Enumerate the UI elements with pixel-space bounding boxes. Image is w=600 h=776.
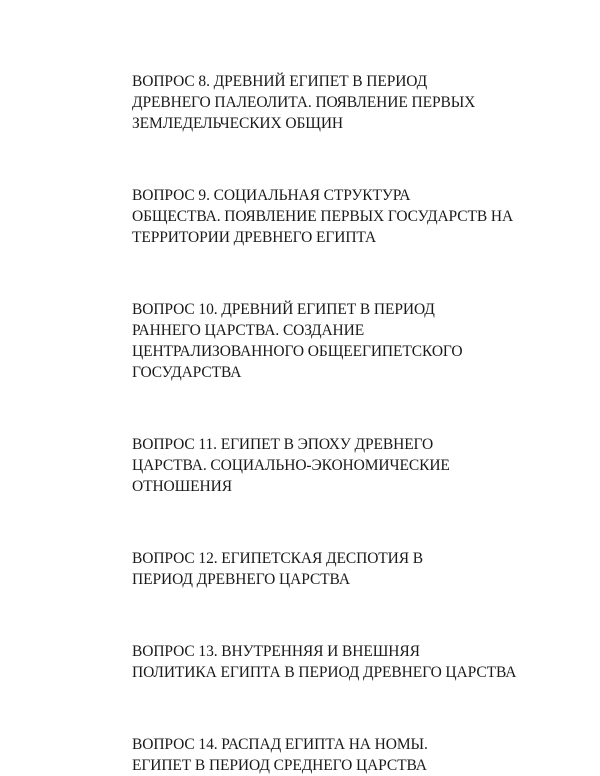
question-line: ГОСУДАРСТВА <box>132 364 242 381</box>
question-line: ЕГИПЕТ В ПЕРИОД СРЕДНЕГО ЦАРСТВА <box>132 757 427 774</box>
question-line: ВОПРОС 12. ЕГИПЕТСКАЯ ДЕСПОТИЯ В <box>132 550 423 567</box>
question-line: ДРЕВНЕГО ПАЛЕОЛИТА. ПОЯВЛЕНИЕ ПЕРВЫХ <box>132 94 476 111</box>
question-line: ОТНОШЕНИЯ <box>132 478 232 495</box>
question-line: ВОПРОС 13. ВНУТРЕННЯЯ И ВНЕШНЯЯ <box>132 643 420 660</box>
question-line: ЦАРСТВА. СОЦИАЛЬНО-ЭКОНОМИЧЕСКИЕ <box>132 457 450 474</box>
question-13 <box>96 641 517 683</box>
question-line: ВОПРОС 8. ДРЕВНИЙ ЕГИПЕТ В ПЕРИОД <box>132 73 428 90</box>
question-line: РАННЕГО ЦАРСТВА. СОЗДАНИЕ <box>132 322 365 339</box>
question-10 <box>96 299 496 383</box>
question-14 <box>96 734 496 776</box>
question-8 <box>96 71 496 134</box>
question-line: ВОПРОС 10. ДРЕВНИЙ ЕГИПЕТ В ПЕРИОД <box>132 301 435 318</box>
question-line: ЗЕМЛЕДЕЛЬЧЕСКИХ ОБЩИН <box>132 115 344 132</box>
question-line: ВОПРОС 14. РАСПАД ЕГИПТА НА НОМЫ. <box>132 736 428 753</box>
question-line: ЦЕНТРАЛИЗОВАННОГО ОБЩЕЕГИПЕТСКОГО <box>132 343 463 360</box>
question-line: ВОПРОС 11. ЕГИПЕТ В ЭПОХУ ДРЕВНЕГО <box>132 436 434 453</box>
question-line: ТЕРРИТОРИИ ДРЕВНЕГО ЕГИПТА <box>132 229 377 246</box>
question-list <box>96 71 517 776</box>
question-line: ОБЩЕСТВА. ПОЯВЛЕНИЕ ПЕРВЫХ ГОСУДАРСТВ НА <box>132 208 514 225</box>
question-11 <box>96 434 496 497</box>
question-line: ПЕРИОД ДРЕВНЕГО ЦАРСТВА <box>132 571 350 588</box>
question-9 <box>96 185 514 248</box>
question-12 <box>96 548 496 590</box>
question-line: ВОПРОС 9. СОЦИАЛЬНАЯ СТРУКТУРА <box>132 187 411 204</box>
question-line: ПОЛИТИКА ЕГИПТА В ПЕРИОД ДРЕВНЕГО ЦАРСТВА <box>132 664 517 681</box>
